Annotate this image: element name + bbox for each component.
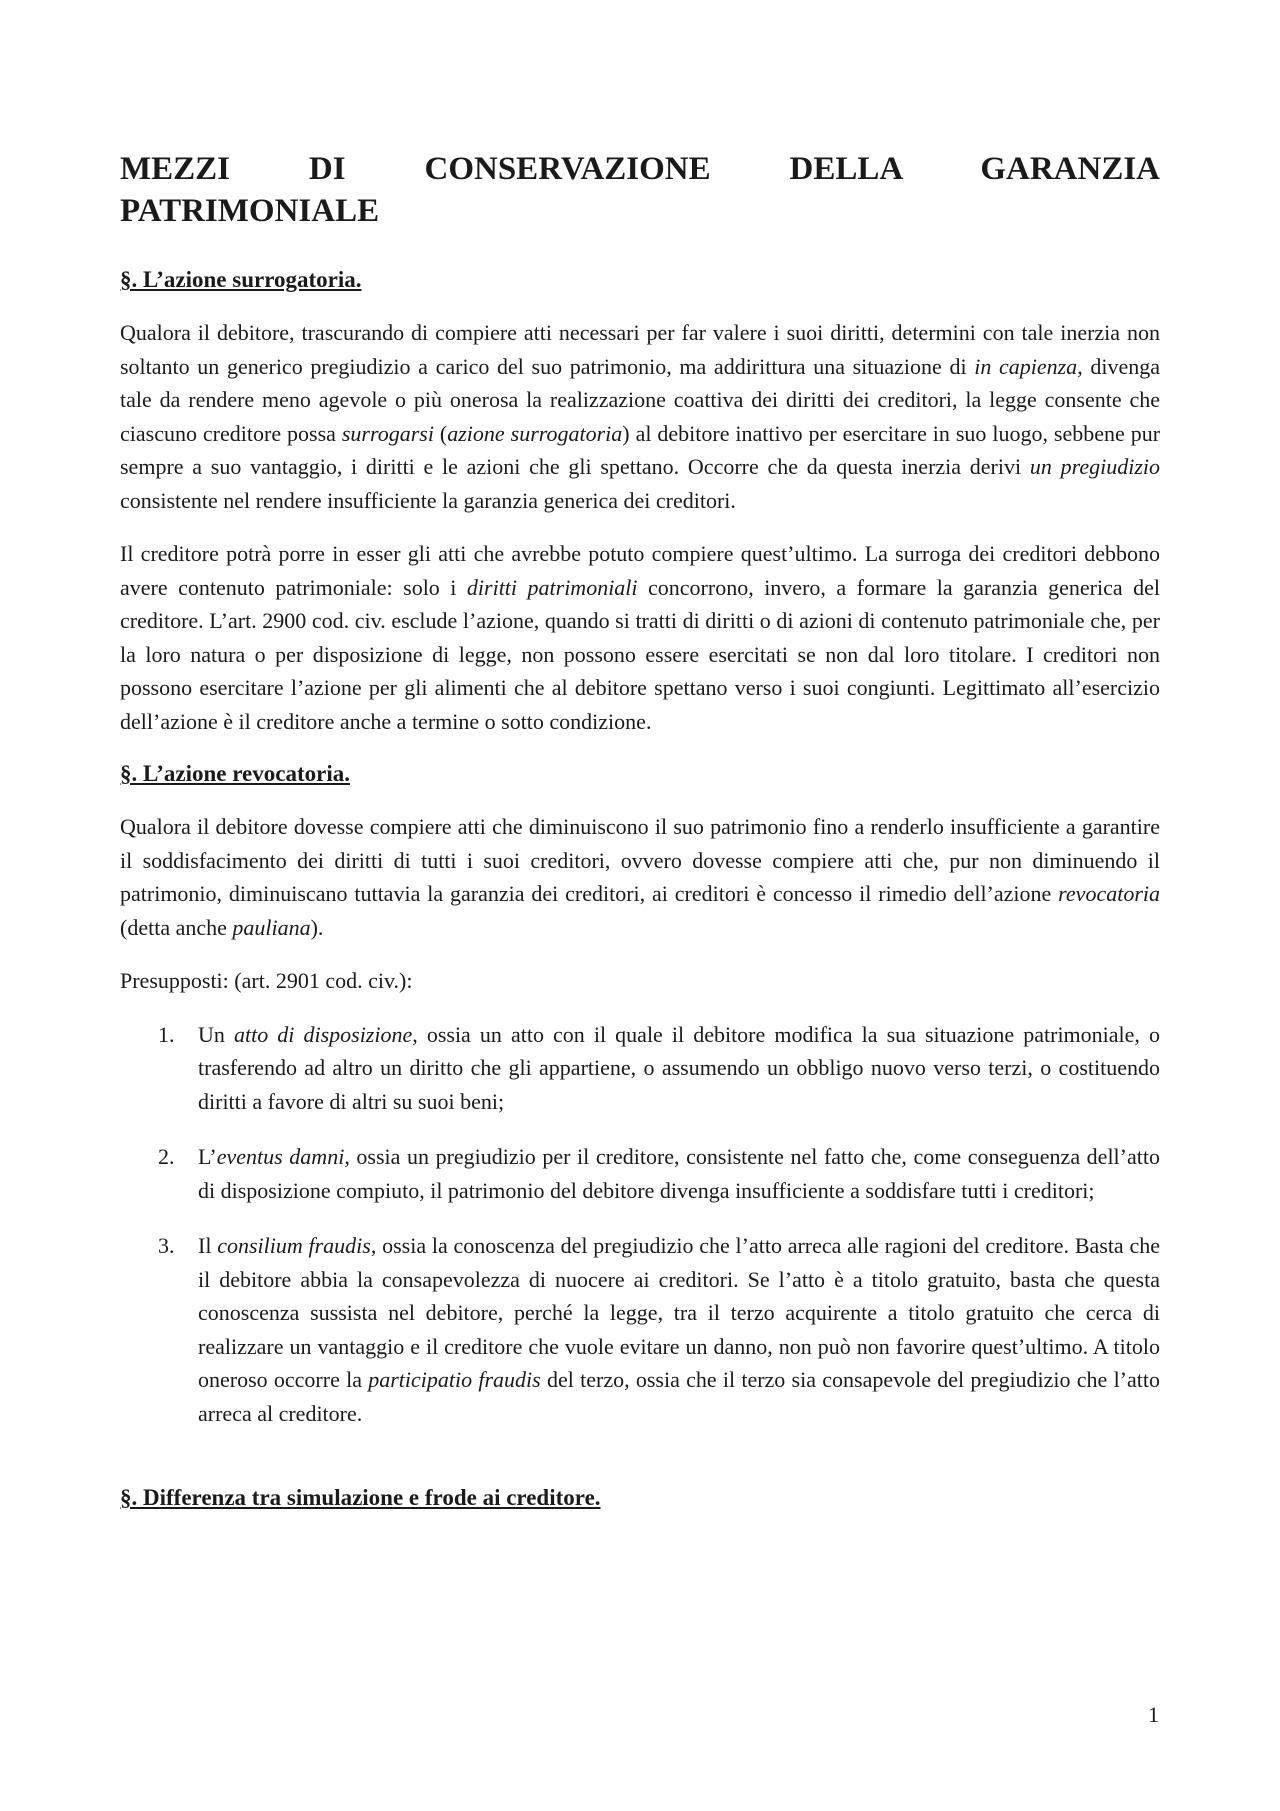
section-heading-simulazione: §. Differenza tra simulazione e frode ai creditore. bbox=[120, 1485, 601, 1510]
list-item: 1. Un atto di disposizione, ossia un atto con il quale il debitore modifica la sua situazione patrimoniale, o trasferendo ad altro un diritto che gli appartiene, o assumendo un obbligo nuovo verso terzi, o costituendo diritti a favore di altri su suoi beni; bbox=[120, 1018, 1160, 1119]
spacer bbox=[120, 1452, 1160, 1482]
section-heading-surrogatoria: §. L’azione surrogatoria. bbox=[120, 267, 362, 292]
paragraph-revocatoria-1: Qualora il debitore dovesse compiere atti che diminuiscono il suo patrimonio fino a renderlo insufficiente a garantire il soddisfacimento dei diritti di tutti i suoi creditori, ovvero dovesse compiere atti che, pur non diminuendo il patrimonio, diminuiscano tuttavia la garanzia dei creditori, ai creditori è concesso il rimedio dell’azione revocatoria (detta anche pauliana). bbox=[120, 814, 1160, 940]
list-item-number: 2. bbox=[158, 1144, 175, 1169]
section-heading-revocatoria: §. L’azione revocatoria. bbox=[120, 761, 350, 786]
page-number: 1 bbox=[1148, 1702, 1159, 1727]
presupposti-list bbox=[120, 1018, 1160, 1431]
list-item-number: 1. bbox=[158, 1021, 175, 1047]
presupposti-label: Presupposti: (art. 2901 cod. civ.): bbox=[120, 968, 413, 993]
paragraph-surrogatoria-1: Qualora il debitore, trascurando di compiere atti necessari per far valere i suoi diritti, determini con tale inerzia non soltanto un generico pregiudizio a carico del suo patrimonio, ma addirittura una situazione di in capienza, divenga tale da rendere meno agevole o più onerosa la realizzazione coattiva dei diritti dei creditori, la legge consente che ciascuno creditore possa surrogarsi (azione surrogatoria) al debitore inattivo per esercitare in suo luogo, sebbene pur sempre a suo vantaggio, i diritti e le azioni che gli spettano. Occorre che da questa inerzia derivi un pregiudizio consistente nel rendere insufficiente la garanzia generica dei creditori. bbox=[120, 320, 1161, 513]
list-item-number: 3. bbox=[158, 1233, 175, 1258]
document-page bbox=[120, 148, 1160, 1534]
title-line-2: PATRIMONIALE bbox=[120, 193, 380, 229]
list-item: 3. Il consilium fraudis, ossia la conoscenza del pregiudizio che l’atto arreca alle ragioni del creditore. Basta che il debitore abbia la consapevolezza di nuocere ai creditori. Se l’atto è a titolo gratuito, basta che questa conoscenza sussista nel debitore, perché la legge, tra il terzo acquirente a titolo gratuito che cerca di realizzare un vantaggio e il creditore che vuole evitare un danno, non può non favorire quest’ultimo. A titolo oneroso occorre la participatio fraudis del terzo, ossia che il terzo sia consapevole del pregiudizio che l’atto arreca al creditore. bbox=[120, 1229, 1160, 1430]
document-title bbox=[120, 148, 1160, 232]
paragraph-surrogatoria-2: Il creditore potrà porre in esser gli atti che avrebbe potuto compiere quest’ultimo. La surroga dei creditori debbono avere contenuto patrimoniale: solo i diritti patrimoniali concorrono, invero, a formare la garanzia generica del creditore. L’art. 2900 cod. civ. esclude l’azione, quando si tratti di diritti o di azioni di contenuto patrimoniale che, per la loro natura o per disposizione di legge, non possono essere esercitati se non dal loro titolare. I creditori non possono esercitare l’azione per gli alimenti che al debitore spettano verso i suoi congiunti. Legittimato all’esercizio dell’azione è il creditore anche a termine o sotto condizione. bbox=[120, 541, 1160, 734]
title-line-1: MEZZI DI CONSERVAZIONE DELLA GARANZIA bbox=[120, 151, 1160, 187]
list-item: 2. L’eventus damni, ossia un pregiudizio per il creditore, consistente nel fatto che, come conseguenza dell’atto di disposizione compiuto, il patrimonio del debitore divenga insufficiente a soddisfare tutti i creditori; bbox=[120, 1140, 1160, 1207]
